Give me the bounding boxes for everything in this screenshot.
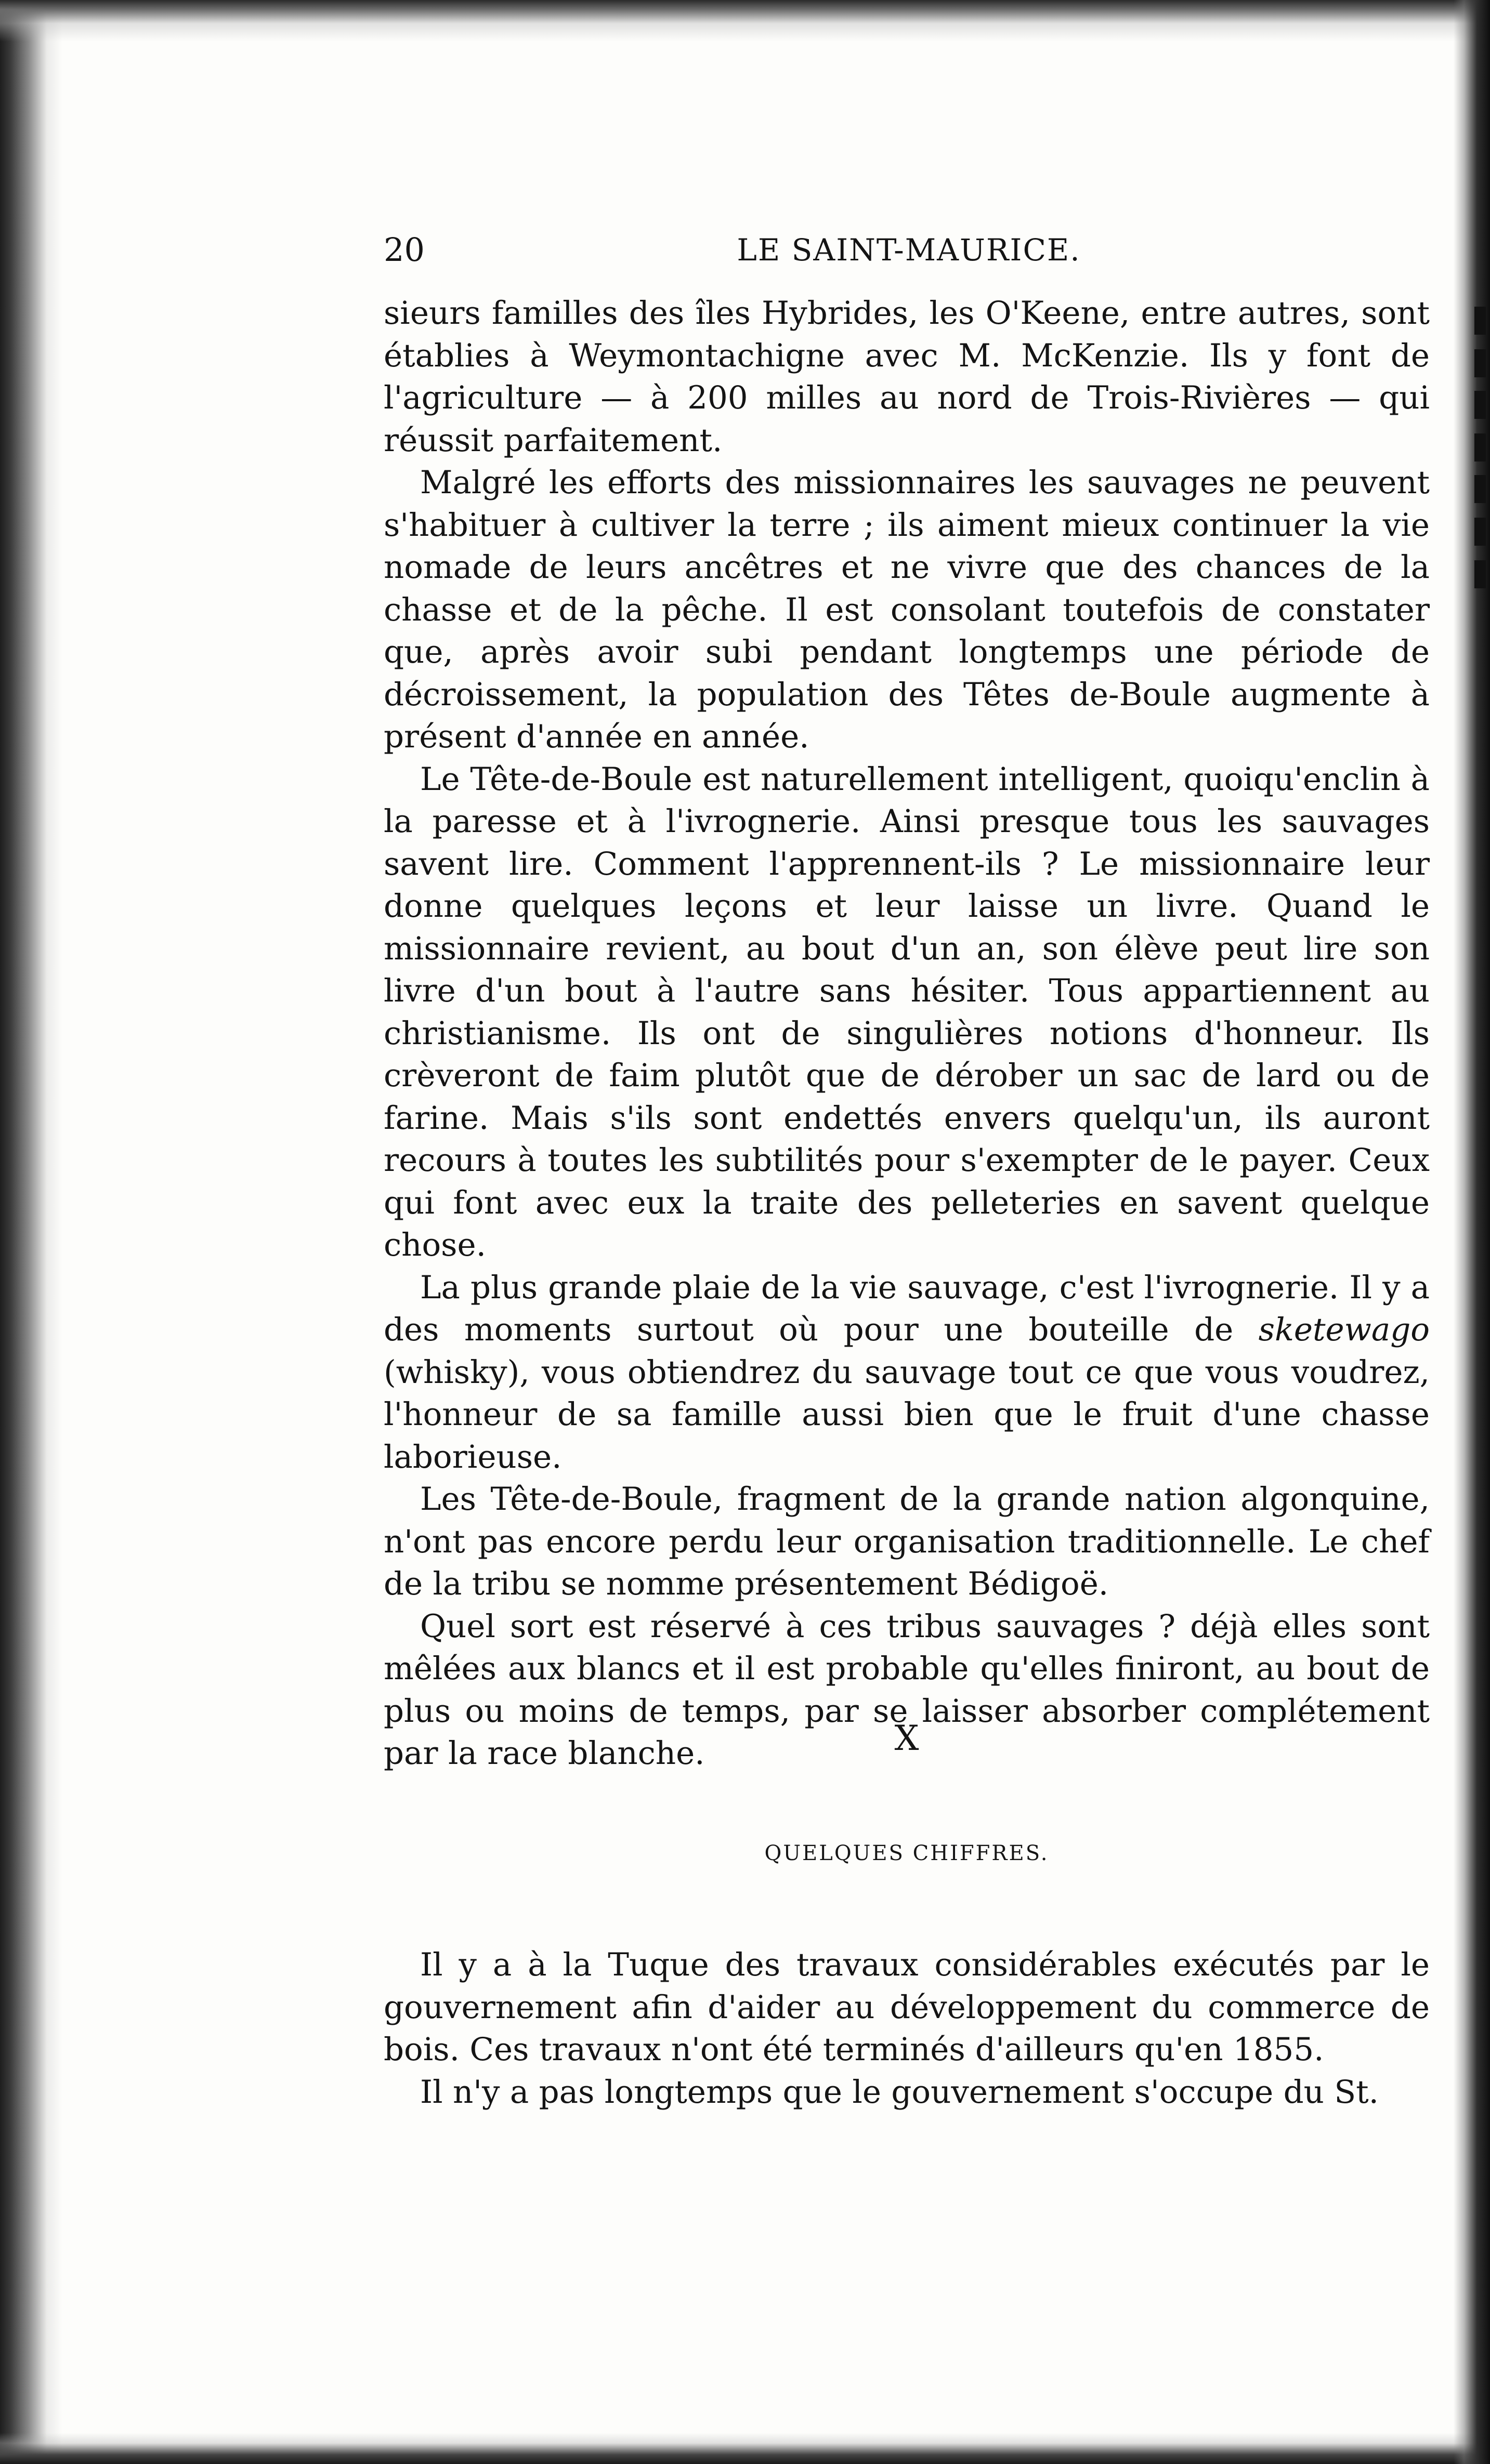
paragraph: Il n'y a pas longtemps que le gouvernement s'occupe du St.	[420, 2073, 1379, 2111]
italic-term: sketewago	[1258, 1311, 1430, 1348]
section-number: X	[894, 1718, 919, 1758]
bleed-through-mark	[1474, 433, 1486, 462]
paragraph-text: La plus grande plaie de la vie sauvage, c'est l'ivrognerie. Il y a des moments surtout où pour une bouteille de	[384, 1269, 1430, 1348]
bleed-through-mark	[1474, 307, 1486, 335]
paragraph: sieurs familles des îles Hybrides, les O'Keene, entre autres, sont établies à Weymontachigne avec M. McKenzie. Ils y font de l'agriculture — à 200 milles au nord de Trois-Rivières — qui réussit parfaitement.	[384, 295, 1430, 459]
bleed-through-mark	[1474, 518, 1486, 546]
bleed-through-mark	[1474, 349, 1486, 377]
section-title: QUELQUES CHIFFRES.	[764, 1841, 1049, 1865]
running-head: LE SAINT-MAURICE.	[737, 232, 1081, 268]
body-text	[384, 292, 1430, 1775]
bleed-through-mark	[1474, 560, 1486, 588]
paragraph: Les Tête-de-Boule, fragment de la grande nation algonquine, n'ont pas encore perdu leur organisation traditionnelle. Le chef de la tribu se nomme présentement Bédigoë.	[384, 1481, 1430, 1602]
page-number: 20	[384, 231, 425, 269]
bleed-through-mark	[1474, 391, 1486, 419]
page-header	[384, 227, 1434, 273]
paragraph-text: (whisky), vous obtiendrez du sauvage tout ce que vous voudrez, l'honneur de sa famille aussi bien que le fruit d'une chasse laborieuse.	[384, 1353, 1430, 1475]
bleed-through-mark	[1474, 475, 1486, 503]
paragraph: Quel sort est réservé à ces tribus sauvages ? déjà elles sont mêlées aux blancs et il est probable qu'elles finiront, au bout de plus ou moins de temps, par se laisser absorber complétement par la race blanche.	[384, 1607, 1430, 1772]
paragraph: Malgré les efforts des missionnaires les sauvages ne peuvent s'habituer à cultiver la terre ; ils aiment mieux continuer la vie nomade de leurs ancêtres et ne vivre que des chances de la chasse et de la pêche. Il est consolant toutefois de constater que, après avoir subi pendant longtemps une période de décroissement, la population des Têtes de-Boule augmente à présent d'année en année.	[384, 464, 1430, 755]
page-edge-left	[0, 0, 62, 2464]
page-edge-top	[0, 0, 1490, 42]
body-text-section	[384, 1944, 1430, 2113]
paragraph: Il y a à la Tuque des travaux considérables exécutés par le gouvernement afin d'aider au développement du commerce de bois. Ces travaux n'ont été terminés d'ailleurs qu'en 1855.	[384, 1946, 1430, 2068]
paragraph: Le Tête-de-Boule est naturellement intelligent, quoiqu'enclin à la paresse et à l'ivrognerie. Ainsi presque tous les sauvages savent lire. Comment l'apprennent-ils ? Le missionnaire leur donne quelques leçons et leur laisse un livre. Quand le missionnaire revient, au bout d'un an, son élève peut lire son livre d'un bout à l'autre sans hésiter. Tous appartiennent au christianisme. Ils ont de singulières notions d'honneur. Ils crèveront de faim plutôt que de dérober un sac de lard ou de farine. Mais s'ils sont endettés envers quelqu'un, ils auront recours à toutes les subtilités pour s'exempter de le payer. Ceux qui font avec eux la traite des pelleteries en savent quelque chose.	[384, 760, 1430, 1263]
paragraph	[384, 1267, 1430, 1479]
page-edge-bottom	[0, 2433, 1490, 2464]
